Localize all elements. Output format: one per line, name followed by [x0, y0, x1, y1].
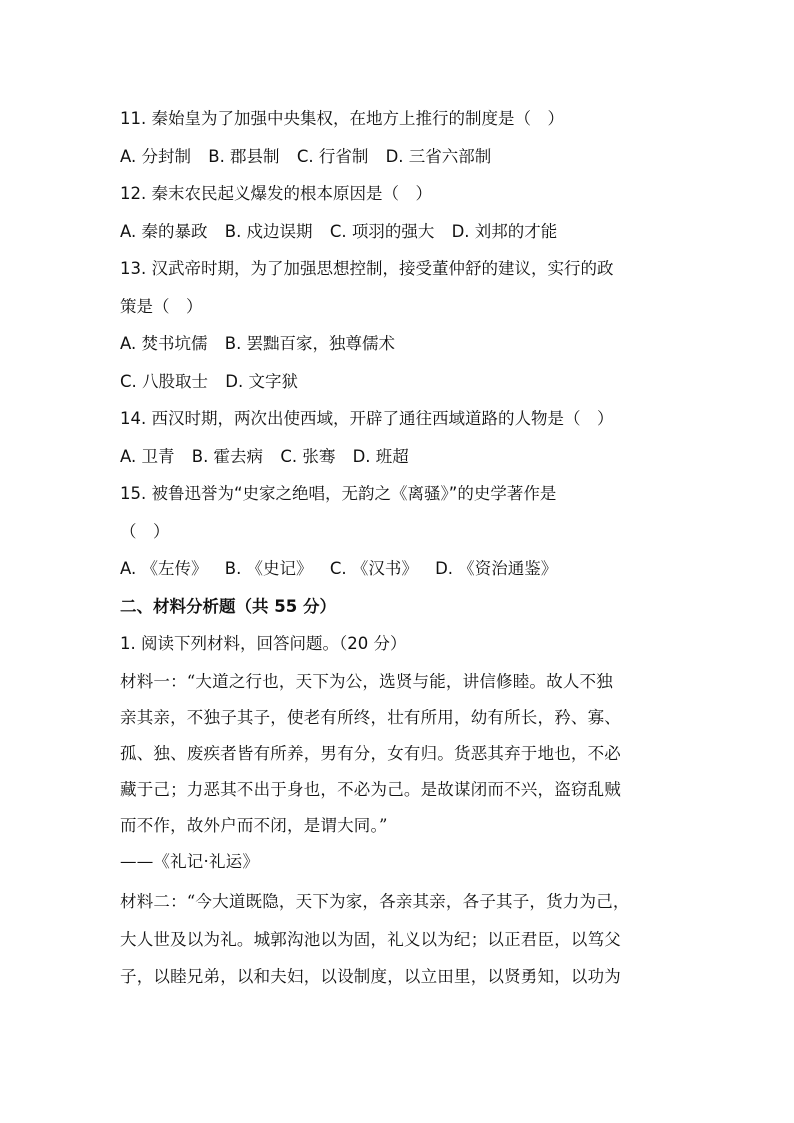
option-c: C. 项羽的强大 [329, 222, 435, 241]
option-d: D. 《资治通鉴》 [435, 559, 558, 578]
question-14-stem: 14. 西汉时期，两次出使西域，开辟了通往西域道路的人物是（ ） [120, 409, 614, 428]
option-b: B. 霍去病 [191, 447, 264, 466]
question-12-stem: 12. 秦末农民起义爆发的根本原因是（ ） [120, 184, 432, 203]
option-b: B. 戍边误期 [224, 222, 313, 241]
option-b: B. 《史记》 [224, 559, 313, 578]
option-c: C. 八股取士 [120, 372, 209, 391]
option-c: C. 《汉书》 [329, 559, 418, 578]
option-b: B. 罢黜百家，独尊儒术 [224, 334, 396, 353]
option-b: B. 郡县制 [208, 147, 280, 166]
question-15-stem-line-1: 15. 被鲁迅誉为“史家之绝唱，无韵之《离骚》”的史学著作是 [120, 484, 557, 503]
material-1-source: ——《礼记·礼运》 [120, 852, 260, 871]
question-1-prompt: 1. 阅读下列材料，回答问题。（20 分） [120, 634, 407, 653]
option-d: D. 刘邦的才能 [451, 222, 558, 241]
material-1-line-3: 孤、独、废疾者皆有所养，男有分，女有归。货恶其弃于地也，不必 [120, 744, 621, 763]
option-a: A. 秦的暴政 [120, 222, 208, 241]
question-11-options [120, 146, 680, 168]
question-13-options-row-2 [120, 371, 680, 393]
question-15-options [120, 558, 680, 580]
question-13-options-row-1 [120, 333, 680, 355]
question-13-stem-line-2: 策是（ ） [120, 297, 203, 316]
option-a: A. 焚书坑儒 [120, 334, 208, 353]
material-2-line-2: 大人世及以为礼。城郭沟池以为固，礼义以为纪；以正君臣，以笃父 [120, 930, 621, 949]
option-d: D. 班超 [352, 447, 409, 466]
option-d: D. 文字狱 [225, 372, 298, 391]
material-1-line-1: 材料一：“大道之行也，天下为公，选贤与能，讲信修睦。故人不独 [120, 672, 613, 691]
option-a: A. 卫青 [120, 447, 175, 466]
question-13-stem-line-1: 13. 汉武帝时期，为了加强思想控制，接受董仲舒的建议，实行的政 [120, 259, 614, 278]
option-c: C. 张骞 [280, 447, 336, 466]
question-15-stem-line-2: （ ） [120, 522, 170, 541]
option-d: D. 三省六部制 [385, 147, 492, 166]
material-1-line-4: 藏于己；力恶其不出于身也，不必为己。是故谋闭而不兴，盗窃乱贼 [120, 780, 621, 799]
material-1-line-2: 亲其亲，不独子其子，使老有所终，壮有所用，幼有所长，矜、寡、 [120, 708, 621, 727]
material-2-line-3: 子，以睦兄弟，以和夫妇，以设制度，以立田里，以贤勇知，以功为 [120, 967, 621, 986]
question-14-options [120, 446, 680, 468]
material-1-line-5: 而不作，故外户而不闭，是谓大同。” [120, 816, 388, 835]
question-12-options [120, 221, 680, 243]
option-a: A. 《左传》 [120, 559, 208, 578]
option-c: C. 行省制 [296, 147, 369, 166]
material-2-line-1: 材料二：“今大道既隐，天下为家，各亲其亲，各子其子，货力为己， [120, 892, 630, 911]
section-2-title: 二、材料分析题（共 55 分） [120, 597, 336, 616]
question-11-stem: 11. 秦始皇为了加强中央集权，在地方上推行的制度是（ ） [120, 109, 564, 128]
option-a: A. 分封制 [120, 147, 191, 166]
